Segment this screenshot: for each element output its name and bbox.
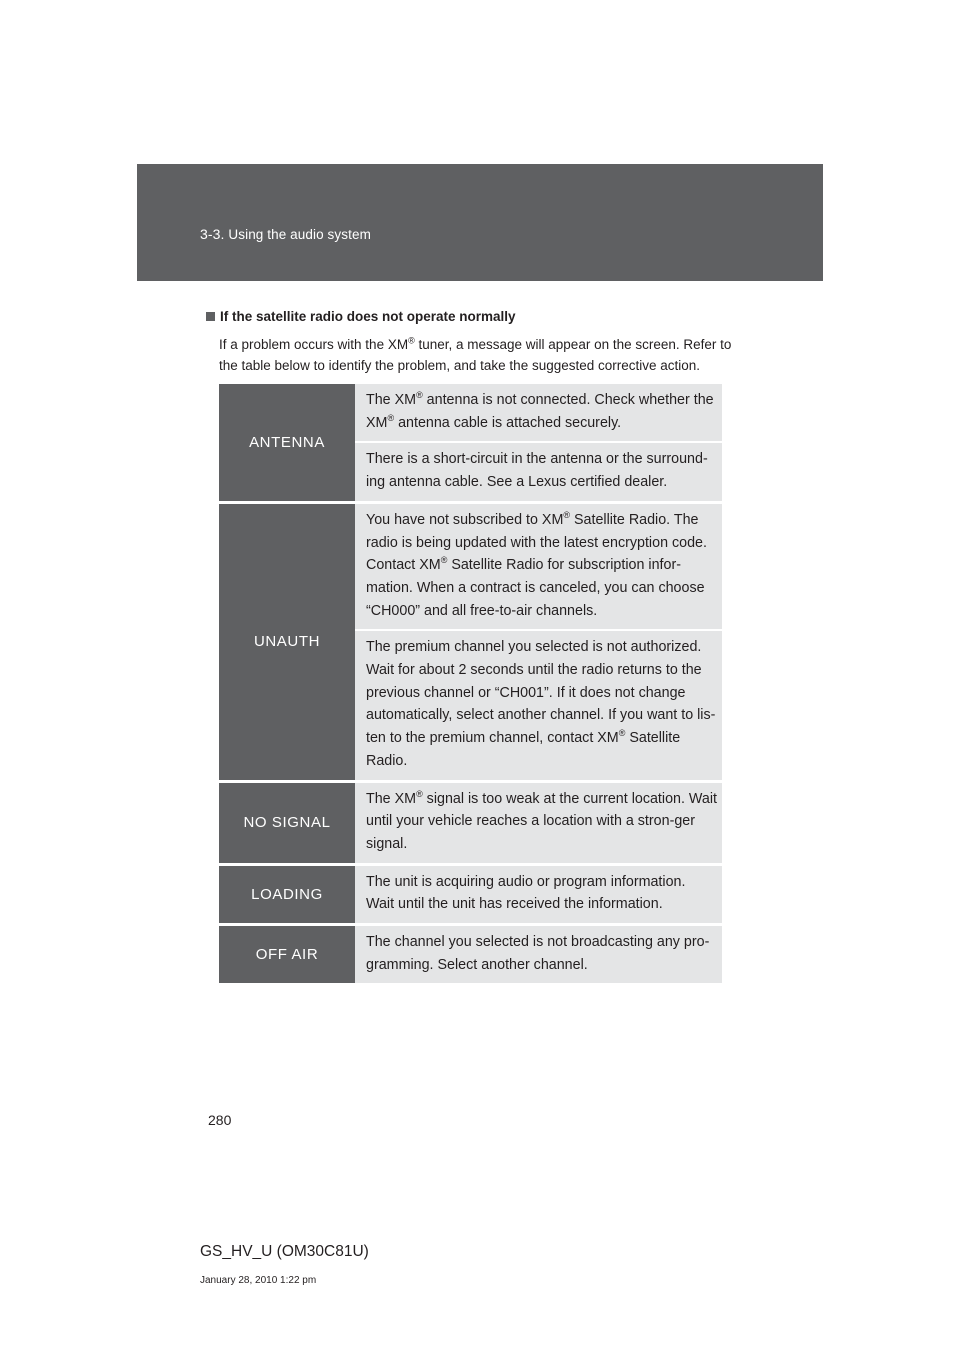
intro-paragraph <box>219 334 749 376</box>
description-column <box>355 783 722 863</box>
message-label: LOADING <box>219 866 355 923</box>
registered-mark: ® <box>440 555 448 566</box>
registered-mark: ® <box>618 728 626 739</box>
description-column <box>355 504 722 780</box>
page-number: 280 <box>208 1112 232 1128</box>
message-label: ANTENNA <box>219 384 355 501</box>
message-label: UNAUTH <box>219 504 355 780</box>
table-row-off-air <box>219 923 722 983</box>
description-cell: The XM® antenna is not connected. Check whether the XM® antenna cable is attached securely. <box>355 384 722 441</box>
description-cell: The unit is acquiring audio or program information. Wait until the unit has received the information. <box>355 866 722 923</box>
description-column <box>355 926 722 983</box>
intro-text: If a problem occurs with the XM <box>219 337 409 352</box>
table-row-antenna <box>219 384 722 501</box>
table-row-no-signal <box>219 780 722 863</box>
description-cell: You have not subscribed to XM® Satellite Radio. The radio is being updated with the latest encryption code. Contact XM® Satellite Radio for subscription infor-mation. When a contract is canceled, you can choose “CH000” and all free-to-air channels. <box>355 504 722 630</box>
section-title-text: Using the audio system <box>228 227 371 242</box>
description-cell: There is a short-circuit in the antenna or the surround-ing antenna cable. See a Lexus certified dealer. <box>355 441 722 500</box>
section-number: 3-3. <box>200 226 225 242</box>
troubleshooting-table <box>219 384 722 983</box>
registered-mark: ® <box>387 412 395 423</box>
registered-mark: ® <box>416 390 423 401</box>
description-cell: The channel you selected is not broadcasting any pro-gramming. Select another channel. <box>355 926 722 983</box>
subheading <box>206 309 516 324</box>
table-row-unauth <box>219 501 722 780</box>
table-row-loading <box>219 863 722 923</box>
description-cell: The XM® signal is too weak at the current location. Wait until your vehicle reaches a location with a stron-ger signal. <box>355 783 722 863</box>
registered-mark: ® <box>563 510 571 521</box>
description-cell: The premium channel you selected is not authorized. Wait for about 2 seconds until the radio returns to the previous channel or “CH001”. If it does not change automatically, select another channel. If you want to lis-ten to the premium channel, contact XM® Satellite Radio. <box>355 629 722 779</box>
registered-mark: ® <box>408 335 415 346</box>
message-label: NO SIGNAL <box>219 783 355 863</box>
registered-mark: ® <box>416 788 423 799</box>
footer-code: GS_HV_U (OM30C81U) <box>200 1243 369 1260</box>
square-bullet-icon <box>206 312 215 321</box>
message-label: OFF AIR <box>219 926 355 983</box>
subheading-text: If the satellite radio does not operate normally <box>220 309 516 324</box>
description-column <box>355 384 722 501</box>
section-title <box>200 226 371 242</box>
description-column <box>355 866 722 923</box>
header-band <box>137 164 823 281</box>
footer-date: January 28, 2010 1:22 pm <box>200 1275 317 1286</box>
intro-text: tuner, a message will appear on the screen. Refer to the table below to identify the problem, and take the suggested corrective action. <box>219 337 732 373</box>
